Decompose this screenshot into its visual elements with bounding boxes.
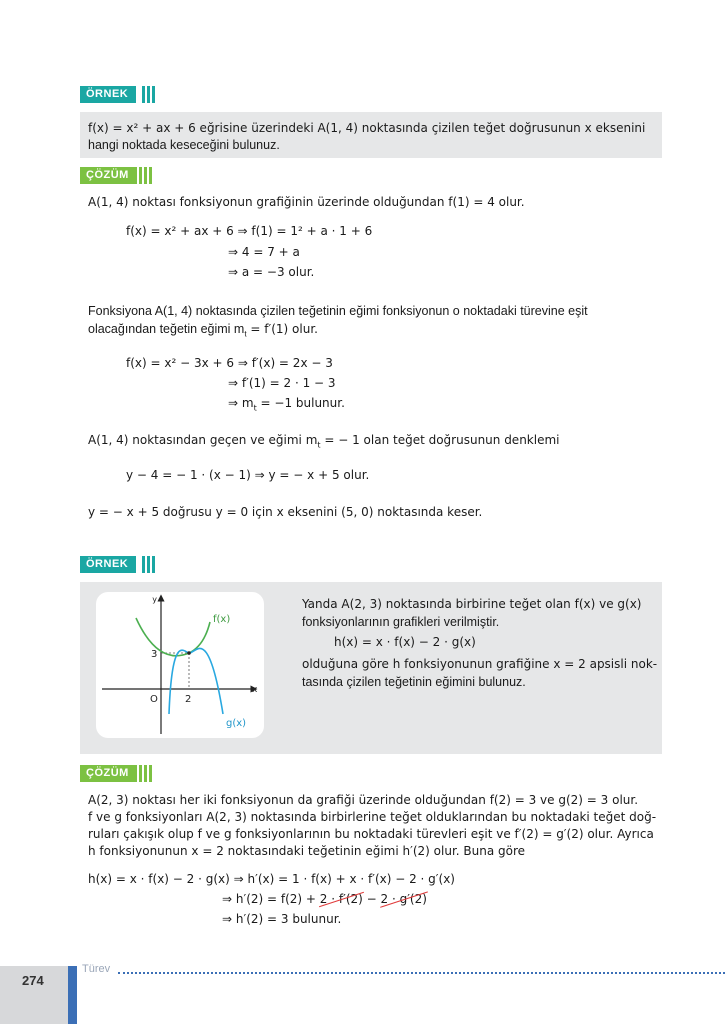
- badge-bars: [142, 86, 155, 103]
- badge-bars: [142, 556, 155, 573]
- example-formula: h(x) = x · f(x) − 2 · g(x): [334, 635, 476, 649]
- y-tick-label: 3: [151, 649, 158, 660]
- solution-badge: ÇÖZÜM: [80, 765, 137, 782]
- example-question-line: f(x) = x² + ax + 6 eğrisine üzerindeki A(1, 4) noktasında çizilen teğet doğrusunun x eksenini: [88, 121, 646, 135]
- equation-line: f(x) = x² − 3x + 6 ⇒ f′(x) = 2x − 3: [126, 356, 333, 370]
- example-badge: ÖRNEK: [80, 86, 136, 103]
- example-question-line: hangi noktada keseceğini bulunuz.: [88, 138, 280, 152]
- f-label: f(x): [213, 614, 231, 625]
- y-axis-label: y: [152, 595, 157, 604]
- footer-dotted-rule: [118, 972, 725, 974]
- footer-accent-bar: [68, 966, 77, 1024]
- solution-text: A(2, 3) noktası her iki fonksiyonun da grafiği üzerinde olduğundan f(2) = 3 ve g(2) = 3 olur.: [88, 793, 639, 807]
- origin-label: O: [150, 694, 158, 705]
- example-text: Yanda A(2, 3) noktasında birbirine teğet olan f(x) ve g(x): [302, 597, 642, 611]
- equation-line: ⇒ 4 = 7 + a: [228, 245, 300, 259]
- example-badge: ÖRNEK: [80, 556, 136, 573]
- badge-bars: [139, 765, 152, 782]
- cancelled-term: 2 · g′(2): [380, 892, 427, 906]
- graph-card: [96, 592, 264, 738]
- equation-line: ⇒ a = −3 olur.: [228, 265, 315, 279]
- cancelled-term: 2 · f′(2): [319, 892, 363, 906]
- chapter-title: Türev: [82, 963, 111, 975]
- equation-line: h(x) = x · f(x) − 2 · g(x) ⇒ h′(x) = 1 · f(x) + x · f′(x) − 2 · g′(x): [88, 872, 455, 886]
- equation-line: ⇒ f′(1) = 2 · 1 − 3: [228, 376, 336, 390]
- x-axis-label: x: [252, 685, 258, 695]
- g-label: g(x): [226, 718, 247, 729]
- solution-badge: ÇÖZÜM: [80, 167, 137, 184]
- solution-text: A(1, 4) noktası fonksiyonun grafiğinin üzerinde olduğundan f(1) = 4 olur.: [88, 195, 525, 209]
- solution-text: olacağından teğetin eğimi $m_t = f'(1)$ olur.: [88, 322, 318, 339]
- equation-line: ⇒ $m_t = -1$ bulunur.: [228, 396, 345, 413]
- example-text: fonksiyonlarının grafikleri verilmiştir.: [302, 615, 500, 629]
- solution-text: ruları çakışık olup f ve g fonksiyonlarının bu noktadaki türevleri eşit ve f′(2) = g′(2) olur. Ayrıca: [88, 827, 654, 841]
- equation-line: y − 4 = − 1 · (x − 1) ⇒ y = − x + 5 olur.: [126, 468, 370, 482]
- equation-line: ⇒ h′(2) = f(2) + 2 · f′(2) − 2 · g′(2): [222, 892, 427, 906]
- f-curve: [136, 618, 210, 656]
- equation-line: ⇒ h′(2) = 3 bulunur.: [222, 912, 342, 926]
- solution-text: f ve g fonksiyonları A(2, 3) noktasında birbirlerine teğet olduklarından bu noktadaki teğet doğ-: [88, 810, 657, 824]
- equation-line: f(x) = x² + ax + 6 ⇒ f(1) = 1² + a · 1 + 6: [126, 224, 373, 238]
- tangent-point: [187, 651, 191, 655]
- badge-bars: [139, 167, 152, 184]
- page-number: 274: [22, 973, 44, 988]
- example-text: olduğuna göre h fonksiyonunun grafiğine x = 2 apsisli nok-: [302, 657, 658, 671]
- solution-text: Fonksiyona A(1, 4) noktasında çizilen teğetinin eğimi fonksiyonun o noktadaki türevine eşit: [88, 304, 588, 318]
- function-graph: [96, 592, 264, 738]
- solution-text: A(1, 4) noktasından geçen ve eğimi $m_t$ = − 1 olan teğet doğrusunun denklemi: [88, 433, 560, 450]
- x-tick-label: 2: [185, 694, 192, 705]
- example-text: tasında çizilen teğetinin eğimini bulunuz.: [302, 675, 526, 689]
- g-curve: [169, 648, 223, 714]
- solution-text: h fonksiyonunun x = 2 noktasındaki teğetinin eğimi h′(2) olur. Buna göre: [88, 844, 526, 858]
- solution-text: y = − x + 5 doğrusu y = 0 için x eksenini (5, 0) noktasında keser.: [88, 505, 483, 519]
